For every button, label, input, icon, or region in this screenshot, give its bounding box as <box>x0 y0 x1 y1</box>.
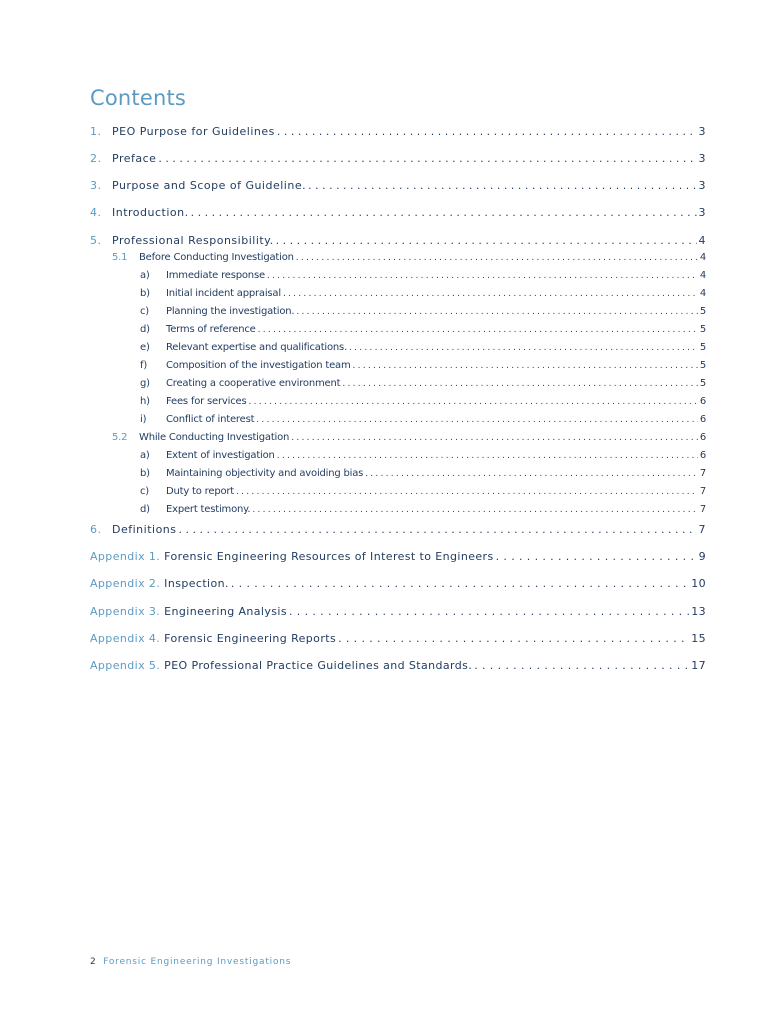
toc-entry-label: Immediate response <box>166 270 265 281</box>
toc-entry-label: Before Conducting Investigation <box>139 252 294 263</box>
toc-entry-page: 5 <box>699 324 706 335</box>
toc-entry[interactable] <box>90 179 706 192</box>
toc-entry[interactable] <box>140 342 706 353</box>
toc-entry-page: 4 <box>699 252 706 263</box>
toc-entry[interactable] <box>140 288 706 299</box>
toc-entry-page: 13 <box>691 605 706 618</box>
toc-entry-page: 7 <box>699 468 706 479</box>
dot-leader <box>258 325 698 335</box>
toc-entry-page: 6 <box>699 450 706 461</box>
toc-entry-number: 3. <box>90 179 102 192</box>
toc-entry-page: 7 <box>699 486 706 497</box>
dot-leader <box>296 307 697 317</box>
toc-appendix-entry[interactable] <box>90 632 706 645</box>
toc-entry-page: 7 <box>699 504 706 515</box>
dot-leader <box>277 125 697 138</box>
toc-entry-page: 3 <box>698 179 706 192</box>
toc-entry-page: 3 <box>698 125 706 138</box>
toc-entry-page: 10 <box>691 577 706 590</box>
toc-entry-page: 9 <box>698 550 706 563</box>
toc-entry-page: 3 <box>698 206 706 219</box>
dot-leader <box>349 343 698 353</box>
toc-entry-page: 5 <box>699 306 706 317</box>
toc-entry-number: 6. <box>90 523 102 536</box>
dot-leader <box>231 577 689 590</box>
toc-entry-label: Initial incident appraisal <box>166 288 281 299</box>
toc-entry-number: b) <box>140 288 150 299</box>
toc-entry-number: h) <box>140 396 150 407</box>
dot-leader <box>291 433 698 443</box>
toc-entry[interactable] <box>140 360 706 371</box>
toc-entry-number: 5.2 <box>112 432 128 443</box>
toc-entry[interactable] <box>140 486 706 497</box>
toc-entry-page: 7 <box>698 523 706 536</box>
toc-entry-label: Forensic Engineering Reports <box>164 632 337 645</box>
toc-entry[interactable] <box>140 468 706 479</box>
toc-entry-label: Fees for services <box>166 396 247 407</box>
dot-leader <box>283 289 698 299</box>
dot-leader <box>158 152 696 165</box>
toc-entry[interactable] <box>140 450 706 461</box>
toc-entry[interactable] <box>90 206 706 219</box>
dot-leader <box>248 397 697 407</box>
toc-entry-page: 4 <box>698 234 706 247</box>
toc-entry[interactable] <box>140 396 706 407</box>
toc-entry-label: Professional Responsibility. <box>112 234 274 247</box>
toc-entry-label: Relevant expertise and qualifications. <box>166 342 348 353</box>
toc-entry-label: Duty to report <box>166 486 235 497</box>
toc-entry-page: 3 <box>698 152 706 165</box>
dot-leader <box>296 253 698 263</box>
page-title: Contents <box>90 86 187 110</box>
toc-entry-number: d) <box>140 324 150 335</box>
toc-entry-label: While Conducting Investigation <box>139 432 290 443</box>
toc-entry-page: 5 <box>699 342 706 353</box>
toc-entry-number: c) <box>140 306 149 317</box>
toc-entry-number: c) <box>140 486 149 497</box>
toc-entry-page: 6 <box>699 432 706 443</box>
toc-entry-label: Terms of reference <box>166 324 256 335</box>
toc-entry-number: Appendix 3. <box>90 605 161 618</box>
toc-entry-label: Engineering Analysis <box>164 605 287 618</box>
dot-leader <box>365 469 698 479</box>
toc-entry-number: Appendix 2. <box>90 577 161 590</box>
toc-entry-label: Planning the investigation. <box>166 306 295 317</box>
toc-entry-number: 2. <box>90 152 102 165</box>
toc-entry-page: 5 <box>699 360 706 371</box>
toc-entry[interactable] <box>140 378 706 389</box>
dot-leader <box>256 415 698 425</box>
toc-entry-page: 15 <box>691 632 706 645</box>
toc-entry[interactable] <box>112 252 706 263</box>
toc-entry-page: 4 <box>699 270 706 281</box>
toc-entry-page: 6 <box>699 414 706 425</box>
toc-entry[interactable] <box>140 504 706 515</box>
page-footer <box>90 957 291 967</box>
toc-entry-label: Forensic Engineering Resources of Interest to Engineers <box>164 550 494 563</box>
toc-entry-page: 5 <box>699 378 706 389</box>
toc-entry[interactable] <box>90 234 706 247</box>
toc-entry-number: d) <box>140 504 150 515</box>
dot-leader <box>179 523 697 536</box>
toc-entry-label: Extent of investigation <box>166 450 275 461</box>
toc-entry-page: 17 <box>691 659 706 672</box>
toc-entry-number: Appendix 5. <box>90 659 161 672</box>
toc-entry-label: PEO Purpose for Guidelines <box>112 125 275 138</box>
dot-leader <box>496 550 697 563</box>
toc-entry-label: Definitions <box>112 523 177 536</box>
footer-page-number: 2 <box>90 957 97 967</box>
toc-entry[interactable] <box>140 414 706 425</box>
toc-entry-page: 4 <box>699 288 706 299</box>
toc-appendix-entry[interactable] <box>90 550 706 563</box>
dot-leader <box>277 451 698 461</box>
toc-entry-number: Appendix 1. <box>90 550 161 563</box>
toc-entry-label: Conflict of interest <box>166 414 255 425</box>
dot-leader <box>276 234 697 247</box>
toc-appendix-entry[interactable] <box>90 659 706 672</box>
dot-leader <box>267 271 698 281</box>
toc-entry-label: Composition of the investigation team <box>166 360 351 371</box>
toc-entry-number: f) <box>140 360 148 371</box>
toc-entry-number: Appendix 4. <box>90 632 161 645</box>
toc-appendix-entry[interactable] <box>90 577 706 590</box>
dot-leader <box>474 659 689 672</box>
toc-entry-number: a) <box>140 270 150 281</box>
dot-leader <box>289 605 689 618</box>
toc-entry-number: i) <box>140 414 147 425</box>
toc-entry-number: 5. <box>90 234 102 247</box>
toc-entry-number: b) <box>140 468 150 479</box>
toc-entry-number: a) <box>140 450 150 461</box>
toc-entry-number: g) <box>140 378 150 389</box>
toc-entry-label: Preface <box>112 152 157 165</box>
toc-entry-label: Introduction. <box>112 206 189 219</box>
toc-appendix-entry[interactable] <box>90 605 706 618</box>
dot-leader <box>342 379 697 389</box>
toc-entry[interactable] <box>90 523 706 536</box>
toc-entry-label: Creating a cooperative environment <box>166 378 341 389</box>
toc-entry-label: Maintaining objectivity and avoiding bias <box>166 468 364 479</box>
dot-leader <box>308 179 696 192</box>
toc-entry-number: e) <box>140 342 150 353</box>
dot-leader <box>252 505 697 515</box>
dot-leader <box>353 361 698 371</box>
toc-entry-label: Expert testimony. <box>166 504 251 515</box>
toc-entry-number: 1. <box>90 125 102 138</box>
toc-entry[interactable] <box>140 306 706 317</box>
toc-entry-label: Purpose and Scope of Guideline. <box>112 179 307 192</box>
footer-document-title: Forensic Engineering Investigations <box>103 957 292 967</box>
dot-leader <box>191 206 697 219</box>
toc-entry-page: 6 <box>699 396 706 407</box>
dot-leader <box>236 487 698 497</box>
toc-entry[interactable] <box>140 270 706 281</box>
dot-leader <box>338 632 689 645</box>
toc-entry-label: Inspection. <box>164 577 229 590</box>
toc-entry[interactable] <box>90 125 706 138</box>
toc-entry-number: 4. <box>90 206 102 219</box>
toc-entry-number: 5.1 <box>112 252 128 263</box>
toc-entry[interactable] <box>140 324 706 335</box>
toc-entry[interactable] <box>90 152 706 165</box>
toc-entry-label: PEO Professional Practice Guidelines and Standards. <box>164 659 473 672</box>
toc-entry[interactable] <box>112 432 706 443</box>
